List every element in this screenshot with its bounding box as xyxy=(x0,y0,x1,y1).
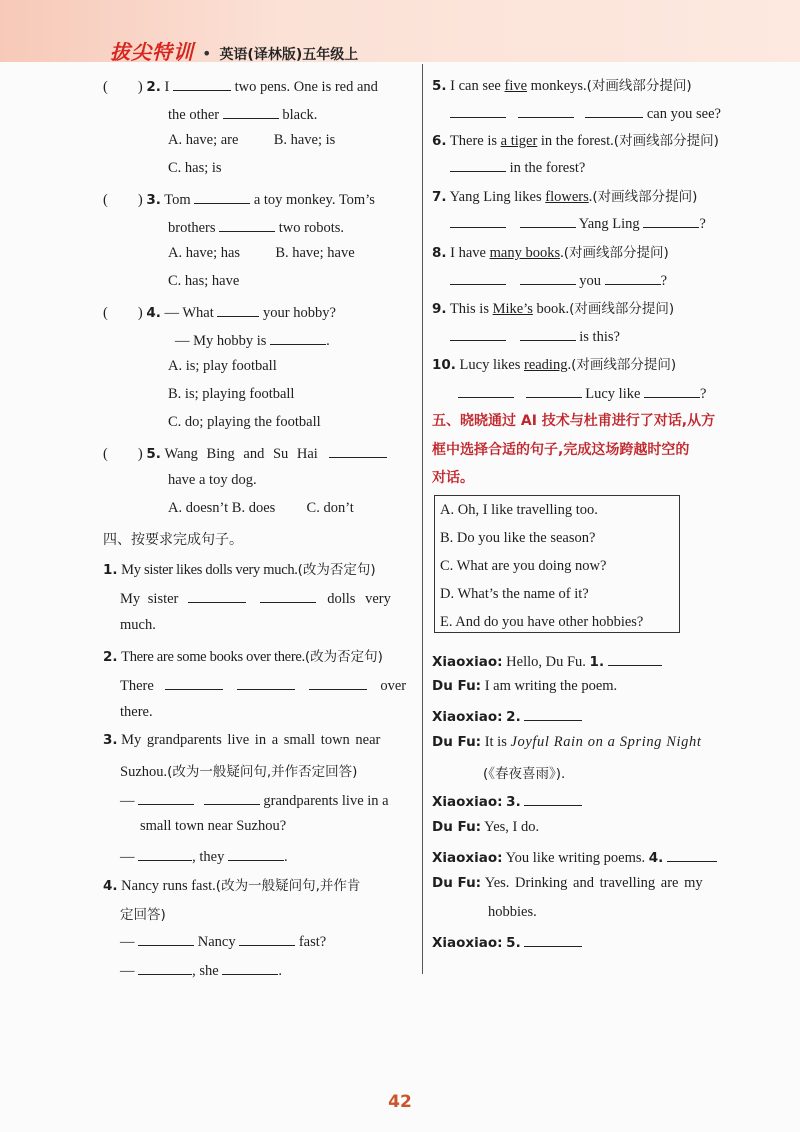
r7-instruction: (对画线部分提问) xyxy=(592,189,698,205)
q2-option-c-line xyxy=(168,160,222,177)
r5-blank3[interactable] xyxy=(585,103,643,118)
paren-left: ( xyxy=(103,192,108,208)
q5-option-b[interactable]: B. does xyxy=(231,500,276,516)
s4-line4 xyxy=(120,960,282,980)
r10-blank1[interactable] xyxy=(458,383,514,398)
dialog-line-d1 xyxy=(432,678,617,695)
r5-blank2[interactable] xyxy=(518,103,574,118)
s2-text4: there. xyxy=(120,704,153,720)
r6-text2: in the forest. xyxy=(540,133,614,149)
column-divider xyxy=(422,64,423,974)
speaker-dufu: Du Fu: xyxy=(432,819,482,835)
dialog-line-d2b: (《春夜喜雨》). xyxy=(483,766,566,782)
q4-text4: . xyxy=(326,333,330,349)
q4-line1 xyxy=(103,302,336,322)
s4-text7: . xyxy=(278,963,282,979)
dialog-d3-text: Yes, I do. xyxy=(484,819,540,835)
dialog-blank-4[interactable] xyxy=(667,847,717,862)
dialog-x4-text: You like writing poems. xyxy=(505,850,646,866)
r7-text4: ? xyxy=(699,216,706,232)
s1-line3 xyxy=(120,617,156,634)
r9-line1 xyxy=(432,297,674,318)
dialog-line-x5 xyxy=(432,932,582,952)
q2-options-ab xyxy=(168,132,335,149)
q4-option-a[interactable]: A. is; play football xyxy=(168,358,277,374)
speaker-xiaoxiao: Xiaoxiao: xyxy=(432,935,503,951)
s2-text3: over xyxy=(380,678,407,694)
s1-text2: My sister xyxy=(120,591,179,607)
q2-option-c[interactable]: C. has; is xyxy=(168,160,222,176)
r9-text2: book. xyxy=(536,301,570,317)
r7-line2 xyxy=(450,213,706,233)
q2-text1: I xyxy=(164,79,170,95)
r6-text1: There is xyxy=(449,133,498,149)
speaker-dufu: Du Fu: xyxy=(432,875,482,891)
r10-text4: ? xyxy=(700,386,707,402)
r8-blank1[interactable] xyxy=(450,270,506,285)
s3-text4: grandparents live in a xyxy=(263,793,389,809)
dialog-line-x1 xyxy=(432,651,662,671)
s3-line5 xyxy=(120,846,288,866)
q3-text4: two robots. xyxy=(278,220,345,236)
s3-line3 xyxy=(120,790,389,810)
r5-number: 5. xyxy=(432,78,447,94)
option-a[interactable]: A. Oh, I like travelling too. xyxy=(440,502,598,518)
q2-text4: black. xyxy=(282,107,318,123)
q4-blank1[interactable] xyxy=(217,302,259,317)
r5-line1 xyxy=(432,74,692,95)
s4-blank2[interactable] xyxy=(239,931,295,946)
option-c[interactable]: C. What are you doing now? xyxy=(440,558,607,574)
dialog-d4-text: Yes. Drinking and travelling are my xyxy=(484,875,703,891)
s1-blank2[interactable] xyxy=(260,588,316,603)
r9-underlined: Mike’s xyxy=(492,301,533,317)
q3-blank1[interactable] xyxy=(194,189,250,204)
q2-line1 xyxy=(103,76,378,96)
q2-number: 2. xyxy=(146,79,161,95)
r7-blank1[interactable] xyxy=(450,213,506,228)
dialog-blank-1[interactable] xyxy=(608,651,662,666)
s3-line4 xyxy=(140,818,286,835)
q4-option-b[interactable]: B. is; playing football xyxy=(168,386,295,402)
paren-right: ) xyxy=(137,305,143,321)
r8-text3: you xyxy=(579,273,601,289)
q4-option-a-line xyxy=(168,358,277,375)
dialog-d2-text: It is xyxy=(484,734,507,750)
s2-text1: There are some books over there. xyxy=(121,649,305,665)
s4-text3: Nancy xyxy=(197,934,236,950)
q4-text3: — My hobby is xyxy=(175,333,267,349)
r7-line1 xyxy=(432,185,697,206)
r6-blank1[interactable] xyxy=(450,157,506,172)
r6-text3: in the forest? xyxy=(509,160,586,176)
r5-text2: monkeys. xyxy=(530,78,587,94)
s2-blank1[interactable] xyxy=(165,675,223,690)
q3-line1 xyxy=(103,189,375,209)
q4-option-c[interactable]: C. do; playing the football xyxy=(168,414,321,430)
q2-option-b[interactable]: B. have; is xyxy=(273,132,336,148)
r8-line1 xyxy=(432,241,669,262)
q3-number: 3. xyxy=(146,192,161,208)
dialog-blank-3[interactable] xyxy=(524,791,582,806)
q3-text1: Tom xyxy=(164,192,191,208)
header-dot: • xyxy=(202,44,212,63)
r7-underlined: flowers xyxy=(545,189,589,205)
r10-text1: Lucy likes xyxy=(459,357,521,373)
r10-instruction: (对画线部分提问) xyxy=(571,357,677,373)
s4-blank3[interactable] xyxy=(138,960,192,975)
q3-option-a[interactable]: A. have; has xyxy=(168,245,241,261)
speaker-xiaoxiao: Xiaoxiao: xyxy=(432,654,503,670)
s2-blank2[interactable] xyxy=(237,675,295,690)
q3-blank2[interactable] xyxy=(219,217,275,232)
section-5-title-line1: 五、晓晓通过 AI 技术与杜甫进行了对话,从方 xyxy=(432,413,716,429)
r8-blank2[interactable] xyxy=(520,270,576,285)
r5-blank1[interactable] xyxy=(450,103,506,118)
speaker-dufu: Du Fu: xyxy=(432,734,482,750)
r6-underlined: a tiger xyxy=(500,133,538,149)
s2-line3 xyxy=(120,704,153,721)
r10-text2: . xyxy=(567,357,572,373)
q4-blank2[interactable] xyxy=(270,330,326,345)
s2-blank3[interactable] xyxy=(309,675,367,690)
r8-number: 8. xyxy=(432,245,447,261)
dialog-line-x4 xyxy=(432,847,717,867)
s1-text1: My sister likes dolls very much. xyxy=(121,562,298,578)
s4-dash1: — xyxy=(120,934,135,950)
r9-blank1[interactable] xyxy=(450,326,506,341)
s1-text3: dolls very xyxy=(327,591,391,607)
s1-number: 1. xyxy=(103,562,118,578)
r10-number: 10. xyxy=(432,357,456,373)
q2-line2 xyxy=(168,104,317,124)
s4-line2: 定回答) xyxy=(120,907,166,923)
paren-right: ) xyxy=(137,192,143,208)
r7-blank3[interactable] xyxy=(643,213,699,228)
speaker-xiaoxiao: Xiaoxiao: xyxy=(432,709,503,725)
s2-text2: There xyxy=(120,678,154,694)
s3-text8: . xyxy=(283,849,288,865)
s3-blank4[interactable] xyxy=(228,846,284,861)
r9-text3: is this? xyxy=(579,329,620,345)
s4-line1 xyxy=(103,874,360,895)
s1-text4: much. xyxy=(120,617,156,633)
s3-text2: Suzhou. xyxy=(120,764,168,780)
q3-option-c[interactable]: C. has; have xyxy=(168,273,240,289)
dialog-x1-number: 1. xyxy=(589,654,605,670)
s4-text1: Nancy runs fast. xyxy=(121,878,216,894)
r5-underlined: five xyxy=(504,78,528,94)
speaker-xiaoxiao: Xiaoxiao: xyxy=(432,794,503,810)
q4-option-b-line xyxy=(168,386,294,403)
s3-blank1[interactable] xyxy=(138,790,194,805)
dialog-line-d2 xyxy=(432,734,701,751)
dialog-line-d4b: hobbies. xyxy=(488,904,537,920)
dialog-x2-number: 2. xyxy=(506,709,521,725)
section-5-title-line3: 对话。 xyxy=(432,470,474,486)
dialog-x1-text: Hello, Du Fu. xyxy=(506,654,586,670)
r8-text4: ? xyxy=(660,273,668,289)
s3-line1 xyxy=(103,732,380,749)
r10-blank2[interactable] xyxy=(526,383,582,398)
r6-line1 xyxy=(432,129,719,150)
s3-line2 xyxy=(120,760,357,781)
q3-options-ab xyxy=(168,245,355,262)
header-subtitle: 英语(译林版)五年级上 xyxy=(219,47,359,63)
dialog-x5-number: 5. xyxy=(506,935,521,951)
r8-text1: I have xyxy=(450,245,486,261)
speaker-xiaoxiao: Xiaoxiao: xyxy=(432,850,503,866)
r5-line2 xyxy=(450,103,721,123)
q3-text3: brothers xyxy=(168,220,216,236)
q5-text1: Wang Bing and Su Hai xyxy=(164,446,318,462)
brand-logo-text: 拔尖特训 xyxy=(110,40,194,64)
q2-text2: two pens. One is red and xyxy=(234,79,378,95)
r6-line2 xyxy=(450,157,585,177)
dialog-line-d3 xyxy=(432,819,539,836)
r9-line2 xyxy=(450,326,620,346)
paren-right: ) xyxy=(137,79,143,95)
q2-blank2[interactable] xyxy=(223,104,279,119)
r7-text1: Yang Ling likes xyxy=(449,189,542,205)
q5-line1 xyxy=(103,443,387,463)
q3-option-c-line xyxy=(168,273,239,290)
s1-blank1[interactable] xyxy=(188,588,246,603)
q4-text2: your hobby? xyxy=(262,305,336,321)
q2-text3: the other xyxy=(168,107,220,123)
r10-text3: Lucy like xyxy=(585,386,641,402)
s2-instruction: (改为否定句) xyxy=(304,649,383,665)
q3-line2 xyxy=(168,217,344,237)
r6-instruction: (对画线部分提问) xyxy=(613,133,719,149)
q2-option-a[interactable]: A. have; are xyxy=(168,132,239,148)
paren-left: ( xyxy=(103,446,108,462)
s4-line3 xyxy=(120,931,326,951)
s3-dash2: — xyxy=(120,849,135,865)
page-header xyxy=(110,36,358,65)
r7-blank2[interactable] xyxy=(520,213,576,228)
r9-text1: This is xyxy=(449,301,489,317)
s2-number: 2. xyxy=(103,649,118,665)
s1-line2 xyxy=(120,588,391,608)
s1-instruction: (改为否定句) xyxy=(297,562,376,578)
s4-text4: fast? xyxy=(298,934,327,950)
r5-text3: can you see? xyxy=(646,106,721,122)
r8-instruction: (对画线部分提问) xyxy=(563,245,669,261)
s3-blank2[interactable] xyxy=(204,790,260,805)
dialog-blank-2[interactable] xyxy=(524,706,582,721)
r10-line2 xyxy=(458,383,706,403)
r8-underlined: many books xyxy=(489,245,561,261)
r7-number: 7. xyxy=(432,189,447,205)
section-5-title-line2: 框中选择合适的句子,完成这场跨越时空的 xyxy=(432,442,690,458)
q5-options xyxy=(168,500,354,517)
r9-number: 9. xyxy=(432,301,447,317)
speaker-dufu: Du Fu: xyxy=(432,678,482,694)
q4-line2 xyxy=(175,330,330,350)
r5-instruction: (对画线部分提问) xyxy=(586,78,692,94)
dialog-line-d4 xyxy=(432,875,703,892)
r9-instruction: (对画线部分提问) xyxy=(569,301,675,317)
paren-right: ) xyxy=(137,446,143,462)
s1-line1 xyxy=(103,558,376,579)
q4-text1: — What xyxy=(164,305,214,321)
dialog-d1-text: I am writing the poem. xyxy=(484,678,618,694)
s4-number: 4. xyxy=(103,878,118,894)
q5-number: 5. xyxy=(146,446,161,462)
s2-line2 xyxy=(120,675,406,695)
dialog-line-x3 xyxy=(432,791,582,811)
option-d[interactable]: D. What’s the name of it? xyxy=(440,586,589,602)
r8-text2: . xyxy=(560,245,564,261)
paren-left: ( xyxy=(103,79,108,95)
page-number: 42 xyxy=(388,1092,412,1112)
poem-title: Joyful Rain on a Spring Night xyxy=(510,734,702,750)
q2-blank1[interactable] xyxy=(173,76,231,91)
r8-line2 xyxy=(450,270,667,290)
paren-left: ( xyxy=(103,305,108,321)
r7-text2: . xyxy=(588,189,593,205)
r10-underlined: reading xyxy=(523,357,568,373)
dialog-x4-number: 4. xyxy=(648,850,664,866)
q5-option-a[interactable]: A. doesn’t xyxy=(168,500,229,516)
r8-blank3[interactable] xyxy=(605,270,661,285)
s4-blank4[interactable] xyxy=(222,960,278,975)
r5-text1: I can see xyxy=(450,78,501,94)
s2-line1 xyxy=(103,645,383,666)
s3-text1: My grandparents live in a small town near xyxy=(121,732,381,748)
s4-text6: , she xyxy=(192,963,219,979)
q4-number: 4. xyxy=(146,305,161,321)
s3-blank3[interactable] xyxy=(138,846,192,861)
r6-number: 6. xyxy=(432,133,447,149)
s4-dash2: — xyxy=(120,963,135,979)
q3-option-b[interactable]: B. have; have xyxy=(275,245,355,261)
s3-text7: , they xyxy=(192,849,225,865)
q5-option-c[interactable]: C. don’t xyxy=(306,500,354,516)
dialog-line-x2 xyxy=(432,706,582,726)
option-b[interactable]: B. Do you like the season? xyxy=(440,530,596,546)
s3-number: 3. xyxy=(103,732,118,748)
q5-blank1[interactable] xyxy=(329,443,387,458)
r10-line1 xyxy=(432,353,676,374)
s3-text5: small town near Suzhou? xyxy=(140,818,287,834)
q5-text2: have a toy dog. xyxy=(168,472,257,488)
s3-instruction: (改为一般疑问句,并作否定回答) xyxy=(167,764,358,780)
q4-option-c-line xyxy=(168,414,321,431)
q5-line2 xyxy=(168,472,257,489)
r9-blank2[interactable] xyxy=(520,326,576,341)
s4-blank1[interactable] xyxy=(138,931,194,946)
section-4-title: 四、按要求完成句子。 xyxy=(103,532,243,548)
q3-text2: a toy monkey. Tom’s xyxy=(253,192,375,208)
dialog-blank-5[interactable] xyxy=(524,932,582,947)
r7-text3: Yang Ling xyxy=(578,216,640,232)
option-e[interactable]: E. And do you have other hobbies? xyxy=(440,614,644,630)
s3-dash1: — xyxy=(120,793,135,809)
dialog-x3-number: 3. xyxy=(506,794,521,810)
s4-instruction-1: (改为一般疑问句,并作肯 xyxy=(215,878,361,894)
r10-blank3[interactable] xyxy=(644,383,700,398)
